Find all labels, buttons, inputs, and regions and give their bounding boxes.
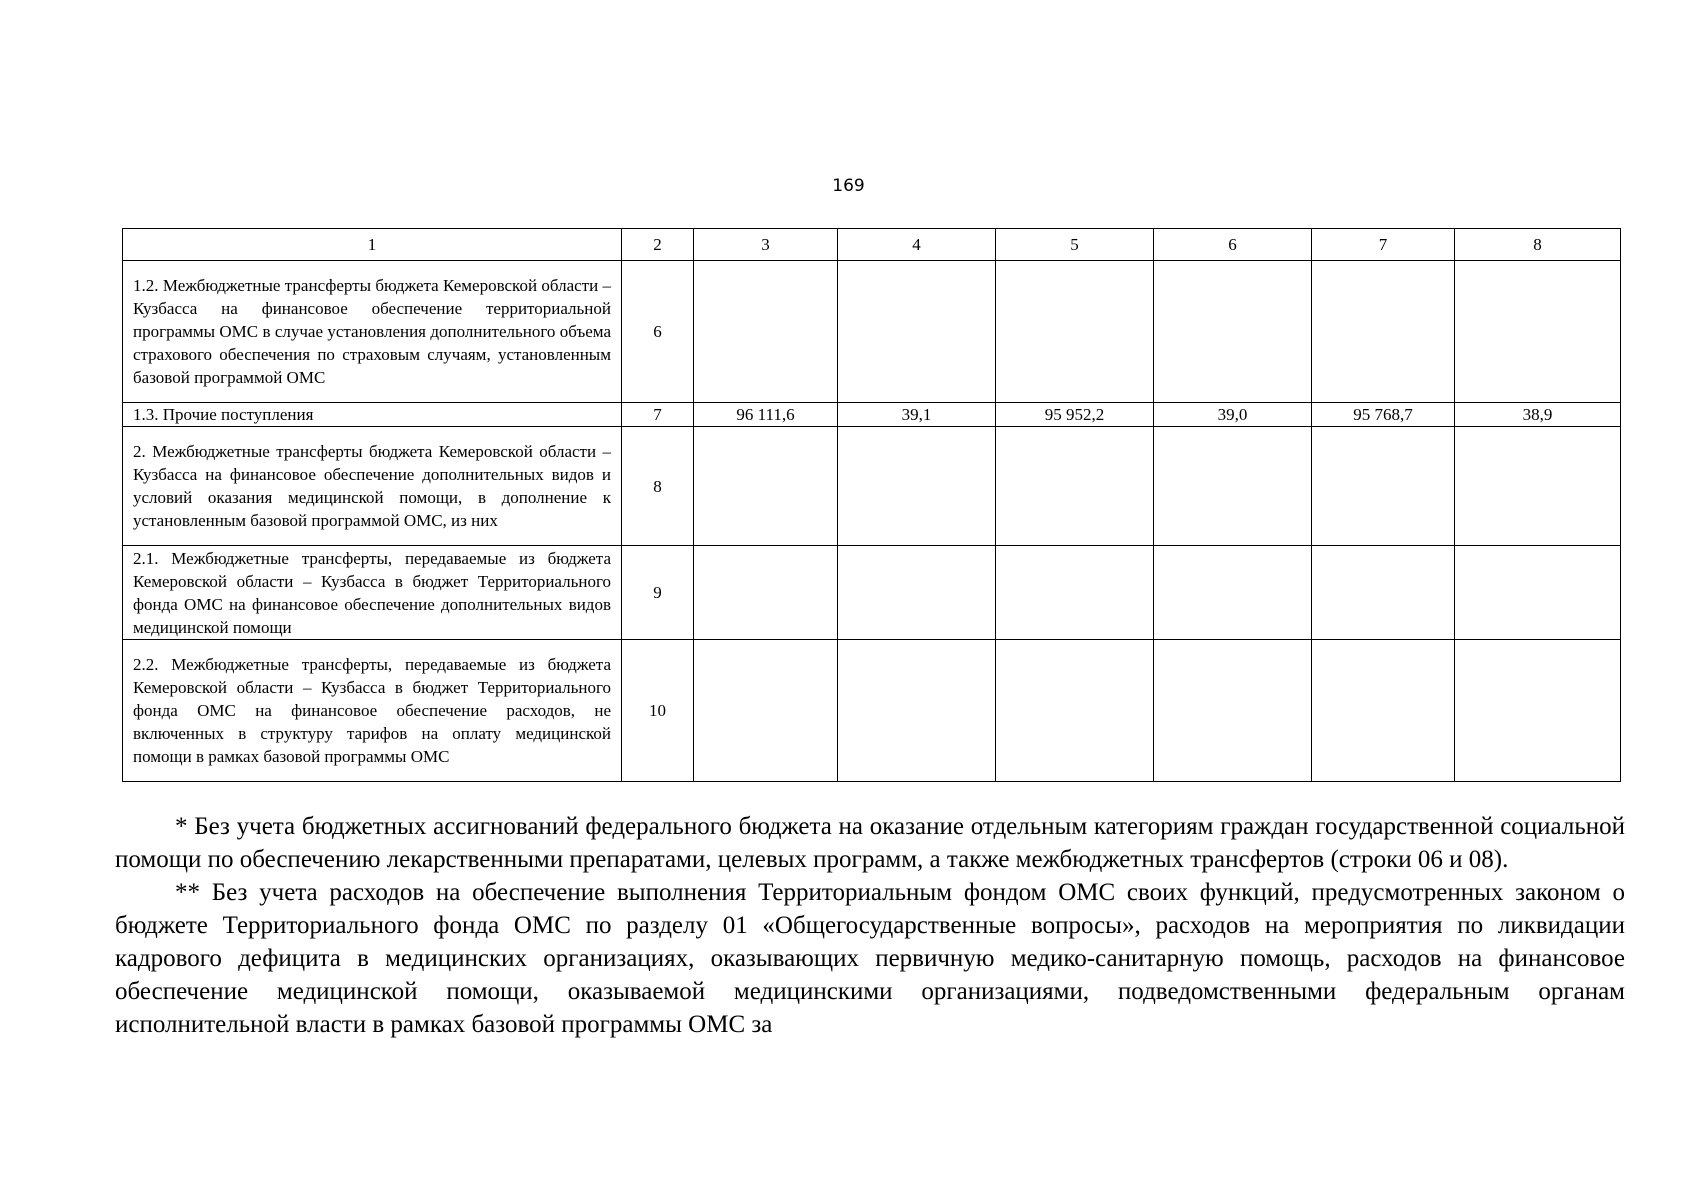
row-value (694, 261, 838, 403)
table-row (123, 403, 1621, 427)
row-value (1154, 546, 1312, 640)
row-code: 10 (622, 640, 694, 782)
table-row (123, 640, 1621, 782)
row-code: 8 (622, 427, 694, 546)
row-value (694, 546, 838, 640)
row-value (996, 640, 1154, 782)
row-description: 2. Межбюджетные трансферты бюджета Кемеровской области – Кузбасса на финансовое обеспечение дополнительных видов и условий оказания медицинской помощи, в дополнение к установленным базовой программой ОМС, из них (123, 427, 622, 546)
row-value (694, 640, 838, 782)
row-value (996, 427, 1154, 546)
table-row (123, 261, 1621, 403)
row-description: 1.2. Межбюджетные трансферты бюджета Кемеровской области – Кузбасса на финансовое обеспечение территориальной программы ОМС в случае установления дополнительного объема страхового обеспечения по страховым случаям, установленным базовой программой ОМС (123, 261, 622, 403)
table-row (123, 427, 1621, 546)
row-value (1312, 546, 1455, 640)
row-value: 95 768,7 (1312, 403, 1455, 427)
row-value (1455, 427, 1621, 546)
budget-table (122, 228, 1621, 782)
row-value (838, 640, 996, 782)
row-value (838, 261, 996, 403)
row-value: 38,9 (1455, 403, 1621, 427)
row-value (1455, 640, 1621, 782)
column-header: 4 (838, 229, 996, 261)
row-description: 1.3. Прочие поступления (123, 403, 622, 427)
row-value (996, 261, 1154, 403)
column-header: 1 (123, 229, 622, 261)
row-value: 95 952,2 (996, 403, 1154, 427)
row-value (1455, 546, 1621, 640)
row-value (694, 427, 838, 546)
row-value (996, 546, 1154, 640)
column-header: 2 (622, 229, 694, 261)
row-code: 6 (622, 261, 694, 403)
column-header: 6 (1154, 229, 1312, 261)
column-header: 8 (1455, 229, 1621, 261)
row-description: 2.2. Межбюджетные трансферты, передаваемые из бюджета Кемеровской области – Кузбасса в бюджет Территориального фонда ОМС на финансовое обеспечение расходов, не включенных в структуру тарифов на оплату медицинской помощи в рамках базовой программы ОМС (123, 640, 622, 782)
row-code: 7 (622, 403, 694, 427)
row-value (1312, 427, 1455, 546)
row-value (1154, 261, 1312, 403)
column-header: 3 (694, 229, 838, 261)
row-code: 9 (622, 546, 694, 640)
footnotes (115, 810, 1625, 1041)
table-header-row (123, 229, 1621, 261)
table-row (123, 546, 1621, 640)
row-value (1154, 640, 1312, 782)
row-value: 96 111,6 (694, 403, 838, 427)
row-value (1312, 261, 1455, 403)
row-value (838, 427, 996, 546)
row-value (1154, 427, 1312, 546)
column-header: 5 (996, 229, 1154, 261)
row-description: 2.1. Межбюджетные трансферты, передаваемые из бюджета Кемеровской области – Кузбасса в бюджет Территориального фонда ОМС на финансовое обеспечение дополнительных видов медицинской помощи (123, 546, 622, 640)
row-value (838, 546, 996, 640)
page-number: 169 (832, 176, 865, 196)
row-value (1455, 261, 1621, 403)
footnote-double-asterisk: ** Без учета расходов на обеспечение выполнения Территориальным фондом ОМС своих функций, предусмотренных законом о бюджете Территориального фонда ОМС по разделу 01 «Общегосударственные вопросы», расходов на мероприятия по ликвидации кадрового дефицита в медицинских организациях, оказывающих первичную медико-санитарную помощь, расходов на финансовое обеспечение медицинской помощи, оказываемой медицинскими организациями, подведомственными федеральным органам исполнительной власти в рамках базовой программы ОМС за (115, 879, 1625, 1038)
row-value (1312, 640, 1455, 782)
column-header: 7 (1312, 229, 1455, 261)
row-value: 39,0 (1154, 403, 1312, 427)
row-value: 39,1 (838, 403, 996, 427)
footnote-single-asterisk: * Без учета бюджетных ассигнований федерального бюджета на оказание отдельным категориям граждан государственной социальной помощи по обеспечению лекарственными препаратами, целевых программ, а также межбюджетных трансфертов (строки 06 и 08). (115, 813, 1625, 873)
